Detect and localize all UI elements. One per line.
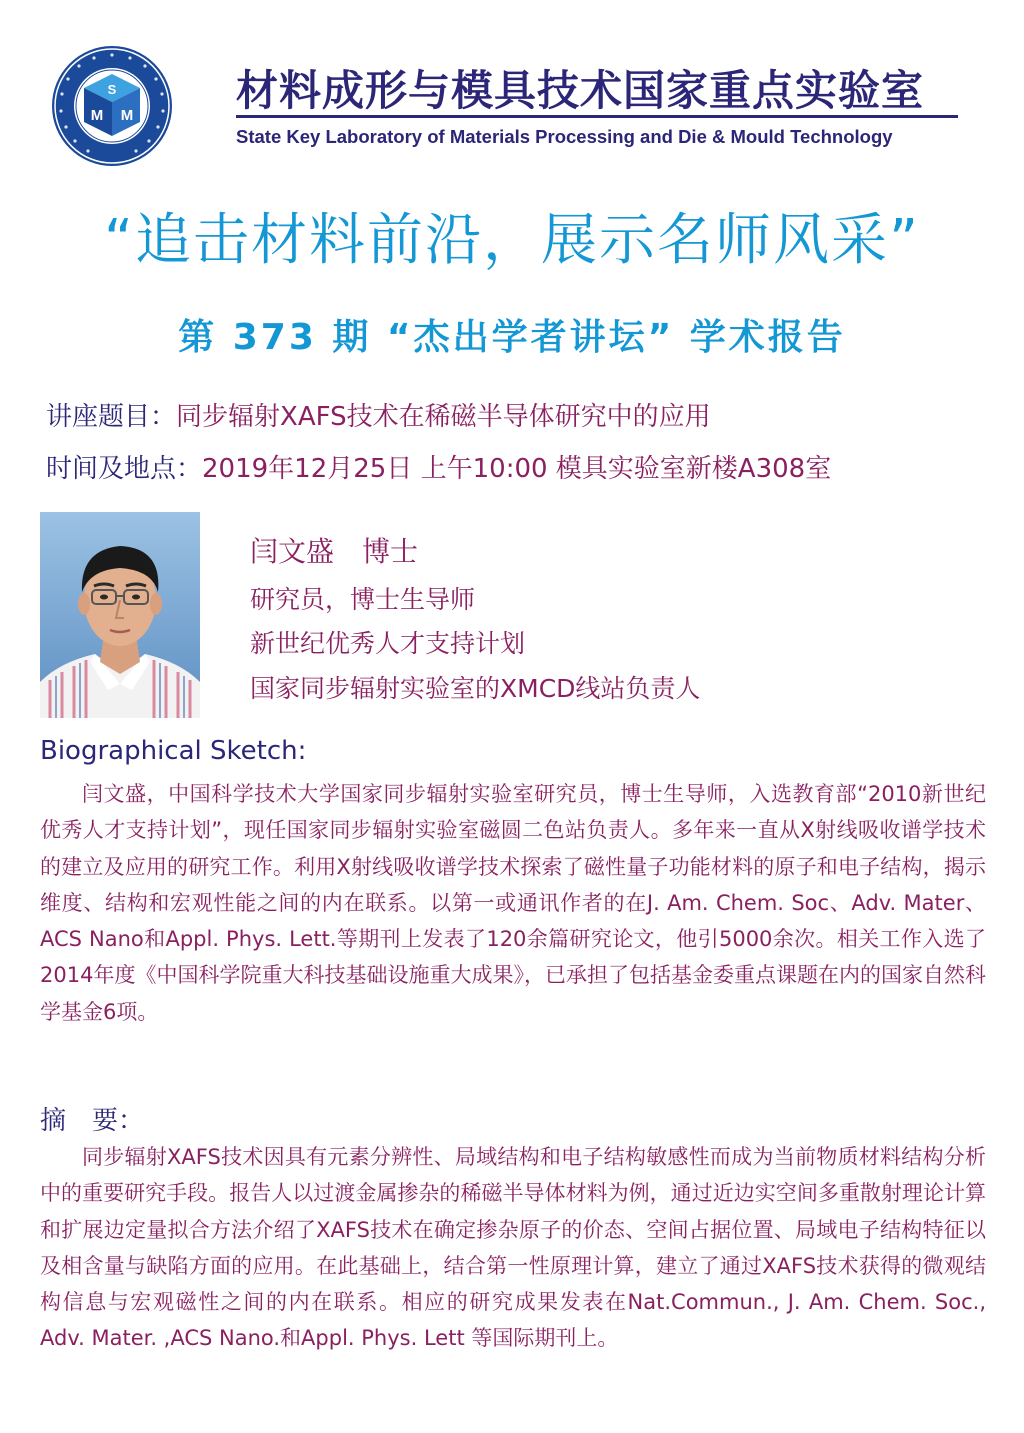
speaker-role-1: 研究员，博士生导师: [250, 585, 476, 614]
lecture-title-row: [46, 396, 711, 433]
lab-name-cn: 材料成形与模具技术国家重点实验室: [236, 66, 925, 115]
speaker-role-2: 新世纪优秀人才支持计划: [250, 629, 526, 658]
lecture-time-label: 时间及地点：: [46, 454, 203, 484]
header-divider: [236, 115, 958, 118]
abstract-paragraph: 同步辐射XAFS技术因具有元素分辨性、局域结构和电子结构敏感性而成为当前物质材料结构分析中的重要研究手段。报告人以过渡金属掺杂的稀磁半导体材料为例，通过近边实空间多重散射理论计算和扩展边定量拟合方法介绍了XAFS技术在确定掺杂原子的价态、空间占据位置、局域电子结构特征以及相含量与缺陷方面的应用。在此基础上，结合第一性原理计算，建立了通过XAFS技术获得的微观结构信息与宏观磁性之间的内在联系。相应的研究成果发表在Nat.Commun., J. Am. Chem. Soc., Adv. Mater. ,ACS Nano.和Appl. Phys. Lett 等国际期刊上。: [40, 1145, 986, 1351]
speaker-role-3: 国家同步辐射实验室的XMCD线站负责人: [250, 674, 701, 703]
lab-logo-icon: [50, 44, 174, 168]
lecture-time-row: [46, 448, 831, 485]
lecture-title-value: 同步辐射XAFS技术在稀磁半导体研究中的应用: [176, 402, 711, 432]
svg-text:M: M: [90, 107, 104, 124]
lecture-time-value: 2019年12月25日 上午10:00 模具实验室新楼A308室: [202, 454, 832, 484]
speaker-name: 闫文盛 博士: [250, 535, 419, 568]
lecture-series-title: 第 373 期 “杰出学者讲坛” 学术报告: [178, 317, 846, 358]
slogan-title: “追击材料前沿，展示名师风采”: [103, 208, 921, 273]
speaker-photo: [40, 512, 200, 718]
svg-text:M: M: [120, 107, 134, 124]
lecture-title-label: 讲座题目：: [46, 402, 177, 432]
abstract-heading: 摘 要：: [40, 1106, 145, 1136]
svg-text:S: S: [107, 82, 117, 97]
lab-name-en: State Key Laboratory of Materials Processing and Die & Mould Technology: [236, 126, 893, 147]
bio-paragraph: 闫文盛，中国科学技术大学国家同步辐射实验室研究员，博士生导师，入选教育部“2010新世纪优秀人才支持计划”，现任国家同步辐射实验室磁圆二色站负责人。多年来一直从X射线吸收谱学技术的建立及应用的研究工作。利用X射线吸收谱学技术探索了磁性量子功能材料的原子和电子结构，揭示维度、结构和宏观性能之间的内在联系。以第一或通讯作者的在J. Am. Chem. Soc、Adv. Mater、ACS Nano和Appl. Phys. Lett.等期刊上发表了120余篇研究论文，他引5000余次。相关工作入选了2014年度《中国科学院重大科技基础设施重大成果》，已承担了包括基金委重点课题在内的国家自然科学基金6项。: [40, 782, 986, 1024]
bio-heading: Biographical Sketch:: [40, 736, 307, 766]
